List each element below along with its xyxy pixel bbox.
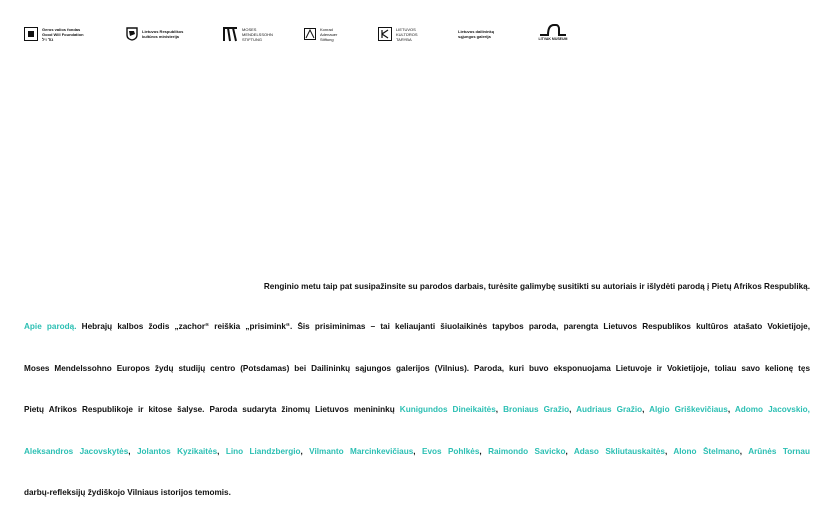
moses-mendelssohn-logo <box>222 22 273 46</box>
logo-text: Lietuvos dailininkų <box>458 29 495 34</box>
culture-council-logo <box>378 22 417 46</box>
logo-text: MOSES <box>242 26 257 32</box>
about-line-4 <box>24 447 810 456</box>
artist-name: Aleksandros Jacovskytės <box>24 447 129 456</box>
separator: , <box>495 405 504 414</box>
separator: , <box>479 447 489 456</box>
artist-name: Adomo Jacovskio, <box>734 405 810 414</box>
logo-text: Stiftung <box>320 36 334 42</box>
separator: , <box>727 405 735 414</box>
logo-text: Geros valios fondas <box>42 26 81 32</box>
about-line-5: darbų-refleksijų žydiškojo Vilniaus istorijos temomis. <box>24 488 231 497</box>
konrad-adenauer-icon <box>304 28 316 40</box>
separator: , <box>642 405 650 414</box>
logo-text: STIFTUNG <box>242 36 262 42</box>
culture-council-icon <box>378 27 392 41</box>
artist-name: Vilmanto Marcinkevičiaus <box>309 447 414 456</box>
separator: , <box>739 447 749 456</box>
artists-union-gallery-logo <box>458 22 494 46</box>
logo-text: גוד ויל <box>42 36 54 42</box>
artist-name: Jolantos Kyzikaitės <box>136 447 218 456</box>
logo-text: Lietuvos Respublikos <box>142 29 184 34</box>
artist-name: Evos Pohlkės <box>421 447 480 456</box>
separator: , <box>128 447 137 456</box>
logo-text: Adenauer <box>320 31 338 37</box>
litvak-museum-icon <box>538 22 568 36</box>
good-will-icon <box>24 27 38 41</box>
litvak-museum-logo <box>538 22 568 46</box>
artist-name: Algio Griškevičiaus <box>649 405 728 414</box>
separator: , <box>664 447 674 456</box>
artist-name: Alono Štelmano <box>673 447 740 456</box>
coat-of-arms-icon <box>126 27 138 41</box>
about-line-2: Moses Mendelssohno Europos žydų studijų centro (Potsdamas) bei Dailininkų sąjungos galerijos (Vilnius). Paroda, kuri buvo eksponuojama Lietuvoje ir Vokietijoje, toliau savo kelionę tęs <box>24 364 810 373</box>
separator: , <box>413 447 422 456</box>
separator: , <box>569 405 577 414</box>
logo-text: MENDELSSOHN <box>242 31 273 37</box>
logo-text: sąjungos galerija <box>458 34 491 39</box>
artist-name: Broniaus Gražio <box>503 405 570 414</box>
artist-name: Audriaus Gražio <box>576 405 643 414</box>
logo-text: KULTŪROS <box>396 31 418 37</box>
about-line-3 <box>24 405 810 414</box>
good-will-foundation-logo <box>24 22 84 46</box>
separator: , <box>217 447 226 456</box>
about-text-1: Hebrajų kalbos žodis „zachor“ reiškia „prisimink“. Šis prisiminimas – tai keliaujanti šiuolaikinės tapybos paroda, parengta Lietuvos Respublikos kultūros atašato Vokietijoje, <box>76 322 810 331</box>
artist-name: Arūnės Tornau <box>748 447 810 456</box>
mms-monogram-icon <box>222 26 238 42</box>
logo-text: LITVAK MUSEUM <box>538 37 568 41</box>
separator: , <box>300 447 310 456</box>
about-label: Apie parodą. <box>24 322 77 331</box>
separator: , <box>565 447 574 456</box>
ministry-of-culture-logo <box>126 22 183 46</box>
logo-text: kultūros ministerija <box>142 34 179 39</box>
konrad-adenauer-logo <box>304 22 337 46</box>
about-text-3: Pietų Afrikos Respublikoje ir kitose šalyse. Paroda sudaryta žinomų Lietuvos menininkų <box>24 405 400 414</box>
logo-text: Konrad <box>320 26 333 32</box>
logo-text: Good Will Foundation <box>42 31 84 37</box>
artist-name: Raimondo Savicko <box>488 447 566 456</box>
artist-name: Kunigundos Dineikaitės <box>399 405 496 414</box>
sponsor-logos <box>24 22 584 46</box>
artist-name: Adaso Skliutauskaitės <box>573 447 665 456</box>
intro-line: Renginio metu taip pat susipažinsite su parodos darbais, turėsite galimybę susitikti su autoriais ir išlydėti parodą į Pietų Afrikos Respubliką. <box>263 282 810 291</box>
about-line-1 <box>24 322 810 331</box>
logo-text: LIETUVOS <box>396 26 416 32</box>
artist-name: Lino Liandzbergio <box>225 447 301 456</box>
logo-text: TARYBA <box>396 36 412 42</box>
